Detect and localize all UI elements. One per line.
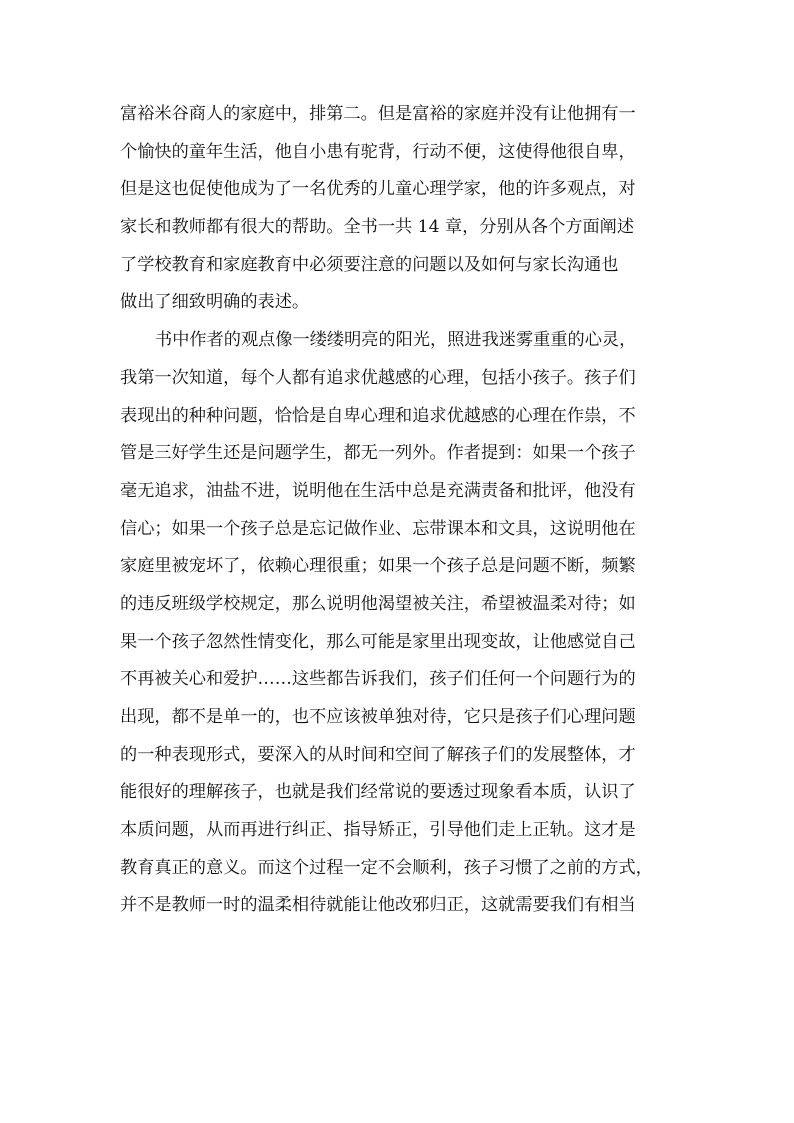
document-body [120, 96, 680, 925]
text-line: 但是这也促使他成为了一名优秀的儿童心理学家，他的许多观点，对 [120, 179, 636, 200]
text-line: 我第一次知道，每个人都有追求优越感的心理，包括小孩子。孩子们 [120, 367, 636, 388]
text-line: 信心；如果一个孩子总是忘记做作业、忘带课本和文具，这说明他在 [120, 518, 636, 539]
text-line: 家长和教师都有很大的帮助。全书一共 14 章，分别从各个方面阐述 [120, 217, 635, 238]
text-line: 教育真正的意义。而这个过程一定不会顺利，孩子习惯了之前的方式， [120, 857, 653, 878]
text-line: 了学校教育和家庭教育中必须要注意的问题以及如何与家长沟通也 [120, 254, 619, 275]
text-line: 家庭里被宠坏了，依赖心理很重；如果一个孩子总是问题不断，频繁 [120, 556, 636, 577]
text-line: 毫无追求，油盐不进，说明他在生活中总是充满责备和批评，他没有 [120, 480, 636, 501]
text-line: 管是三好学生还是问题学生，都无一列外。作者提到：如果一个孩子 [120, 443, 636, 464]
text-line: 能很好的理解孩子，也就是我们经常说的要透过现象看本质，认识了 [120, 782, 636, 803]
text-line: 并不是教师一时的温柔相待就能让他改邪归正，这就需要我们有相当 [120, 895, 636, 916]
text-line: 做出了细致明确的表述。 [120, 292, 310, 313]
text-line: 本质问题，从而再进行纠正、指导矫正，引导他们走上正轨。这才是 [120, 820, 636, 841]
paragraph-first-line: 书中作者的观点像一缕缕明亮的阳光，照进我迷雾重重的心灵， [155, 330, 637, 351]
text-line: 个愉快的童年生活，他自小患有驼背，行动不便，这使得他很自卑， [120, 141, 636, 162]
text-line: 的违反班级学校规定，那么说明他渴望被关注，希望被温柔对待；如 [120, 593, 636, 614]
text-line: 的一种表现形式，要深入的从时间和空间了解孩子们的发展整体，才 [120, 744, 636, 765]
text-line: 果一个孩子忽然性情变化，那么可能是家里出现变故，让他感觉自己 [120, 631, 636, 652]
text-line: 出现，都不是单一的，也不应该被单独对待，它只是孩子们心理问题 [120, 707, 636, 727]
text-line: 表现出的种种问题，恰恰是自卑心理和追求优越感的心理在作祟，不 [120, 405, 636, 426]
text-line: 富裕米谷商人的家庭中，排第二。但是富裕的家庭并没有让他拥有一 [120, 104, 636, 124]
text-line: 不再被关心和爱护……这些都告诉我们，孩子们任何一个问题行为的 [120, 669, 636, 690]
